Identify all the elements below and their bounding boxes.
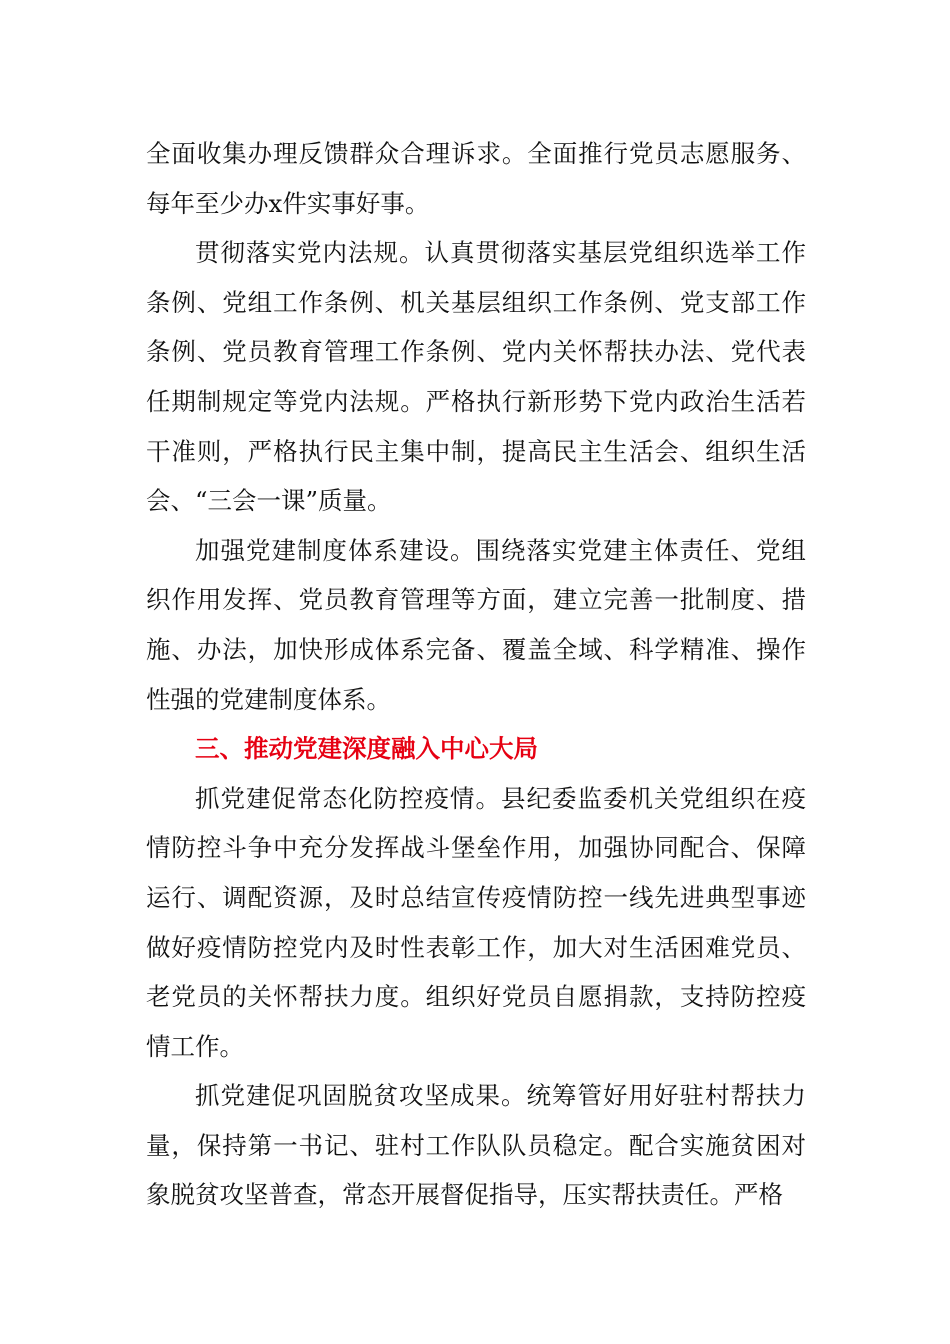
paragraph-poverty-alleviation: 抓党建促巩固脱贫攻坚成果。统筹管好用好驻村帮扶力量，保持第一书记、驻村工作队队员稳定。配合实施贫困对象脱贫攻坚普查，常态开展督促指导，压实帮扶责任。严格 — [146, 1081, 806, 1210]
paragraph-party-system-building: 加强党建制度体系建设。围绕落实党建主体责任、党组织作用发挥、党员教育管理等方面，建立完善一批制度、措施、办法，加快形成体系完备、覆盖全域、科学精准、操作性强的党建制度体系。 — [146, 535, 806, 714]
paragraph-epidemic-prevention: 抓党建促常态化防控疫情。县纪委监委机关党组织在疫情防控斗争中充分发挥战斗堡垒作用，加强协同配合、保障运行、调配资源，及时总结宣传疫情防控一线先进典型事迹做好疫情防控党内及时性表彰工作，加大对生活困难党员、老党员的关怀帮扶力度。组织好党员自愿捐款，支持防控疫情工作。 — [146, 783, 806, 1061]
section-heading: 三、推动党建深度融入中心大局 — [195, 734, 538, 764]
paragraph-party-regulations: 贯彻落实党内法规。认真贯彻落实基层党组织选举工作条例、党组工作条例、机关基层组织工作条例、党支部工作条例、党员教育管理工作条例、党内关怀帮扶办法、党代表任期制规定等党内法规。严格执行新形势下党内政治生活若干准则，严格执行民主集中制，提高民主生活会、组织生活会、“三会一课”质量。 — [146, 238, 806, 516]
paragraph-continuation: 全面收集办理反馈群众合理诉求。全面推行党员志愿服务、每年至少办x件实事好事。 — [146, 139, 806, 218]
document-body — [146, 129, 806, 1220]
